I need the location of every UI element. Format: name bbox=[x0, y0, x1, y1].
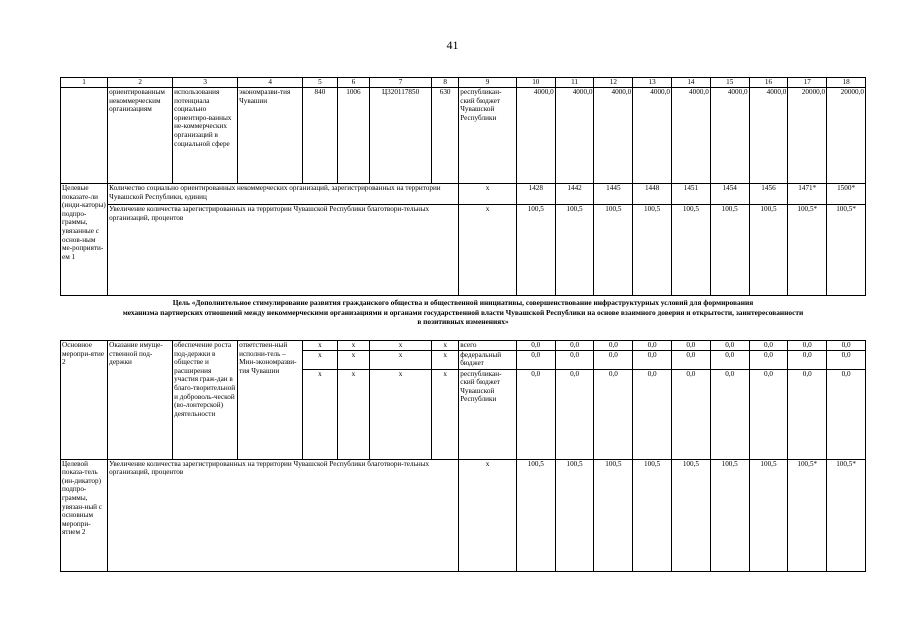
value-cell: 0,0 bbox=[788, 350, 827, 369]
header-cell: 14 bbox=[672, 78, 711, 88]
cell-x: x bbox=[432, 369, 459, 459]
target-indicators-label: Целевые показате-ли (инди-каторы) подпро-граммы, увязанные с основ-ным ме-роприяти-ем 1 bbox=[61, 184, 108, 296]
indicator-text: Увеличение количества зарегистрированных на территории Чувашской Республики благотвори-тельных организаций, процентов bbox=[108, 205, 459, 296]
value-cell: 4000,0 bbox=[633, 88, 672, 184]
value-cell: 100,5 bbox=[672, 205, 711, 296]
value-cell: 100,5 bbox=[710, 205, 749, 296]
program-table-part-2 bbox=[60, 340, 866, 572]
header-cell: 3 bbox=[173, 78, 238, 88]
value-cell: 100,5* bbox=[827, 459, 866, 571]
value-cell: 0,0 bbox=[710, 341, 749, 351]
value-cell: 0,0 bbox=[516, 341, 555, 351]
value-cell: 1451 bbox=[672, 184, 711, 205]
cell-goal: обеспечение роста под-держки в обществе и расширения участия граж-дан в благо-творительной и доброволь-ческой (во-лонтерской) деятельности bbox=[173, 341, 238, 460]
cell-x: x bbox=[432, 350, 459, 369]
header-cell: 5 bbox=[303, 78, 338, 88]
goal-line: механизма партнерских отношений между некоммерческими организациями и органами государственной власти Чувашской Республики на основе взаимного доверия и открытости, заинтересованности bbox=[122, 307, 804, 317]
cell-expense-type: 630 bbox=[432, 88, 459, 184]
value-cell: 100,5 bbox=[710, 459, 749, 571]
cell-empty bbox=[61, 88, 108, 184]
value-cell: 4000,0 bbox=[749, 88, 788, 184]
value-cell: 0,0 bbox=[516, 350, 555, 369]
header-cell: 8 bbox=[432, 78, 459, 88]
value-cell: 0,0 bbox=[672, 350, 711, 369]
value-cell: 1454 bbox=[710, 184, 749, 205]
value-cell: 100,5 bbox=[633, 205, 672, 296]
cell-x: x bbox=[370, 341, 432, 351]
value-cell: 0,0 bbox=[672, 341, 711, 351]
header-cell: 11 bbox=[555, 78, 594, 88]
value-cell: 1500* bbox=[827, 184, 866, 205]
target-indicator-label: Целевой показа-тель (ин-дикатор) подпро-граммы, увязан-ный с основным меропри-ятием 2 bbox=[61, 459, 108, 571]
cell-x: x bbox=[370, 369, 432, 459]
indicator-row bbox=[61, 184, 866, 205]
value-cell: 1428 bbox=[516, 184, 555, 205]
goal-line: в позитивных изменениях» bbox=[417, 317, 509, 326]
value-cell: 4000,0 bbox=[594, 88, 633, 184]
value-cell: 0,0 bbox=[749, 341, 788, 351]
value-cell: 100,5* bbox=[827, 205, 866, 296]
program-table-part-1 bbox=[60, 77, 866, 296]
value-cell: 100,5 bbox=[749, 459, 788, 571]
page-number: 41 bbox=[446, 38, 459, 52]
cell-target-article: Ц320117850 bbox=[370, 88, 432, 184]
value-cell: 0,0 bbox=[555, 350, 594, 369]
value-cell: 0,0 bbox=[594, 341, 633, 351]
value-cell: 0,0 bbox=[788, 341, 827, 351]
value-cell: 100,5 bbox=[633, 459, 672, 571]
cell-x: x bbox=[303, 350, 338, 369]
value-cell: 1445 bbox=[594, 184, 633, 205]
cell-x: x bbox=[303, 369, 338, 459]
value-cell: 0,0 bbox=[710, 350, 749, 369]
value-cell: 0,0 bbox=[788, 369, 827, 459]
value-cell: 0,0 bbox=[827, 369, 866, 459]
value-cell: 1442 bbox=[555, 184, 594, 205]
header-cell: 6 bbox=[337, 78, 369, 88]
header-cell: 1 bbox=[61, 78, 108, 88]
table-row bbox=[61, 341, 866, 351]
value-cell: 100,5 bbox=[555, 205, 594, 296]
value-cell: 100,5 bbox=[516, 205, 555, 296]
value-cell: 100,5 bbox=[672, 459, 711, 571]
cell-executor: экономразви-тия Чувашии bbox=[238, 88, 303, 184]
header-cell: 15 bbox=[710, 78, 749, 88]
cell-x: x bbox=[303, 341, 338, 351]
cell-section: 1006 bbox=[337, 88, 369, 184]
value-cell: 1471* bbox=[788, 184, 827, 205]
cell-goal: использования потенциала социально ориентиро-ванных не-коммерческих организаций в социальной сфере bbox=[173, 88, 238, 184]
header-cell: 7 bbox=[370, 78, 432, 88]
cell-funding-source: республикан-ский бюджет Чувашской Республики bbox=[459, 88, 517, 184]
table-row bbox=[61, 88, 866, 184]
header-cell: 12 bbox=[594, 78, 633, 88]
header-cell: 16 bbox=[749, 78, 788, 88]
value-cell: 0,0 bbox=[555, 369, 594, 459]
header-cell: 13 bbox=[633, 78, 672, 88]
value-cell: 1456 bbox=[749, 184, 788, 205]
cell-x: x bbox=[337, 341, 369, 351]
value-cell: 0,0 bbox=[516, 369, 555, 459]
value-cell: 0,0 bbox=[633, 369, 672, 459]
value-cell: 1448 bbox=[633, 184, 672, 205]
cell-x: x bbox=[459, 184, 517, 205]
value-cell: 100,5 bbox=[749, 205, 788, 296]
cell-x: x bbox=[432, 341, 459, 351]
cell-funding-source: республикан-ский бюджет Чувашской Республики bbox=[459, 369, 517, 459]
cell-x: x bbox=[337, 369, 369, 459]
cell-main-activity: Основное меропри-ятие 2 bbox=[61, 341, 108, 460]
indicator-text: Увеличение количества зарегистрированных на территории Чувашской Республики благотвори-тельных организаций, процентов bbox=[108, 459, 459, 571]
value-cell: 100,5* bbox=[788, 459, 827, 571]
value-cell: 0,0 bbox=[827, 341, 866, 351]
value-cell: 100,5 bbox=[594, 205, 633, 296]
indicator-text: Количество социально ориентированных некоммерческих организаций, зарегистрированных на территории Чувашской Республики, единиц bbox=[108, 184, 459, 205]
cell-x: x bbox=[459, 459, 517, 571]
cell-funding-source: федеральный бюджет bbox=[459, 350, 517, 369]
goal-heading bbox=[60, 298, 866, 327]
value-cell: 0,0 bbox=[827, 350, 866, 369]
value-cell: 0,0 bbox=[555, 341, 594, 351]
value-cell: 20000,0 bbox=[788, 88, 827, 184]
value-cell: 100,5 bbox=[516, 459, 555, 571]
value-cell: 0,0 bbox=[710, 369, 749, 459]
value-cell: 0,0 bbox=[749, 369, 788, 459]
header-cell: 2 bbox=[108, 78, 173, 88]
cell-activity: Оказание имуще-ственной под-держки bbox=[108, 341, 173, 460]
cell-activity: ориентированным некоммерческим организациям bbox=[108, 88, 173, 184]
cell-x: x bbox=[459, 205, 517, 296]
value-cell: 4000,0 bbox=[516, 88, 555, 184]
header-cell: 9 bbox=[459, 78, 517, 88]
value-cell: 20000,0 bbox=[827, 88, 866, 184]
header-cell: 17 bbox=[788, 78, 827, 88]
value-cell: 0,0 bbox=[594, 369, 633, 459]
value-cell: 100,5 bbox=[594, 459, 633, 571]
value-cell: 0,0 bbox=[633, 350, 672, 369]
goal-line: Цель «Дополнительное стимулирование развития гражданского общества и общественной инициативы, совершенствование инфраструктурных условий для формирования bbox=[172, 298, 754, 307]
header-cell: 10 bbox=[516, 78, 555, 88]
header-cell: 18 bbox=[827, 78, 866, 88]
cell-x: x bbox=[337, 350, 369, 369]
value-cell: 0,0 bbox=[594, 350, 633, 369]
cell-x: x bbox=[370, 350, 432, 369]
value-cell: 4000,0 bbox=[555, 88, 594, 184]
value-cell: 0,0 bbox=[749, 350, 788, 369]
value-cell: 0,0 bbox=[633, 341, 672, 351]
value-cell: 100,5* bbox=[788, 205, 827, 296]
header-cell: 4 bbox=[238, 78, 303, 88]
value-cell: 4000,0 bbox=[710, 88, 749, 184]
cell-funding-source: всего bbox=[459, 341, 517, 351]
cell-grbs: 840 bbox=[303, 88, 338, 184]
value-cell: 0,0 bbox=[672, 369, 711, 459]
value-cell: 4000,0 bbox=[672, 88, 711, 184]
indicator-row bbox=[61, 205, 866, 296]
header-row bbox=[61, 78, 866, 88]
indicator-row bbox=[61, 459, 866, 571]
value-cell: 100,5 bbox=[555, 459, 594, 571]
cell-executor: ответствен-ный исполни-тель – Мин-экономразви-тия Чувашии bbox=[238, 341, 303, 460]
